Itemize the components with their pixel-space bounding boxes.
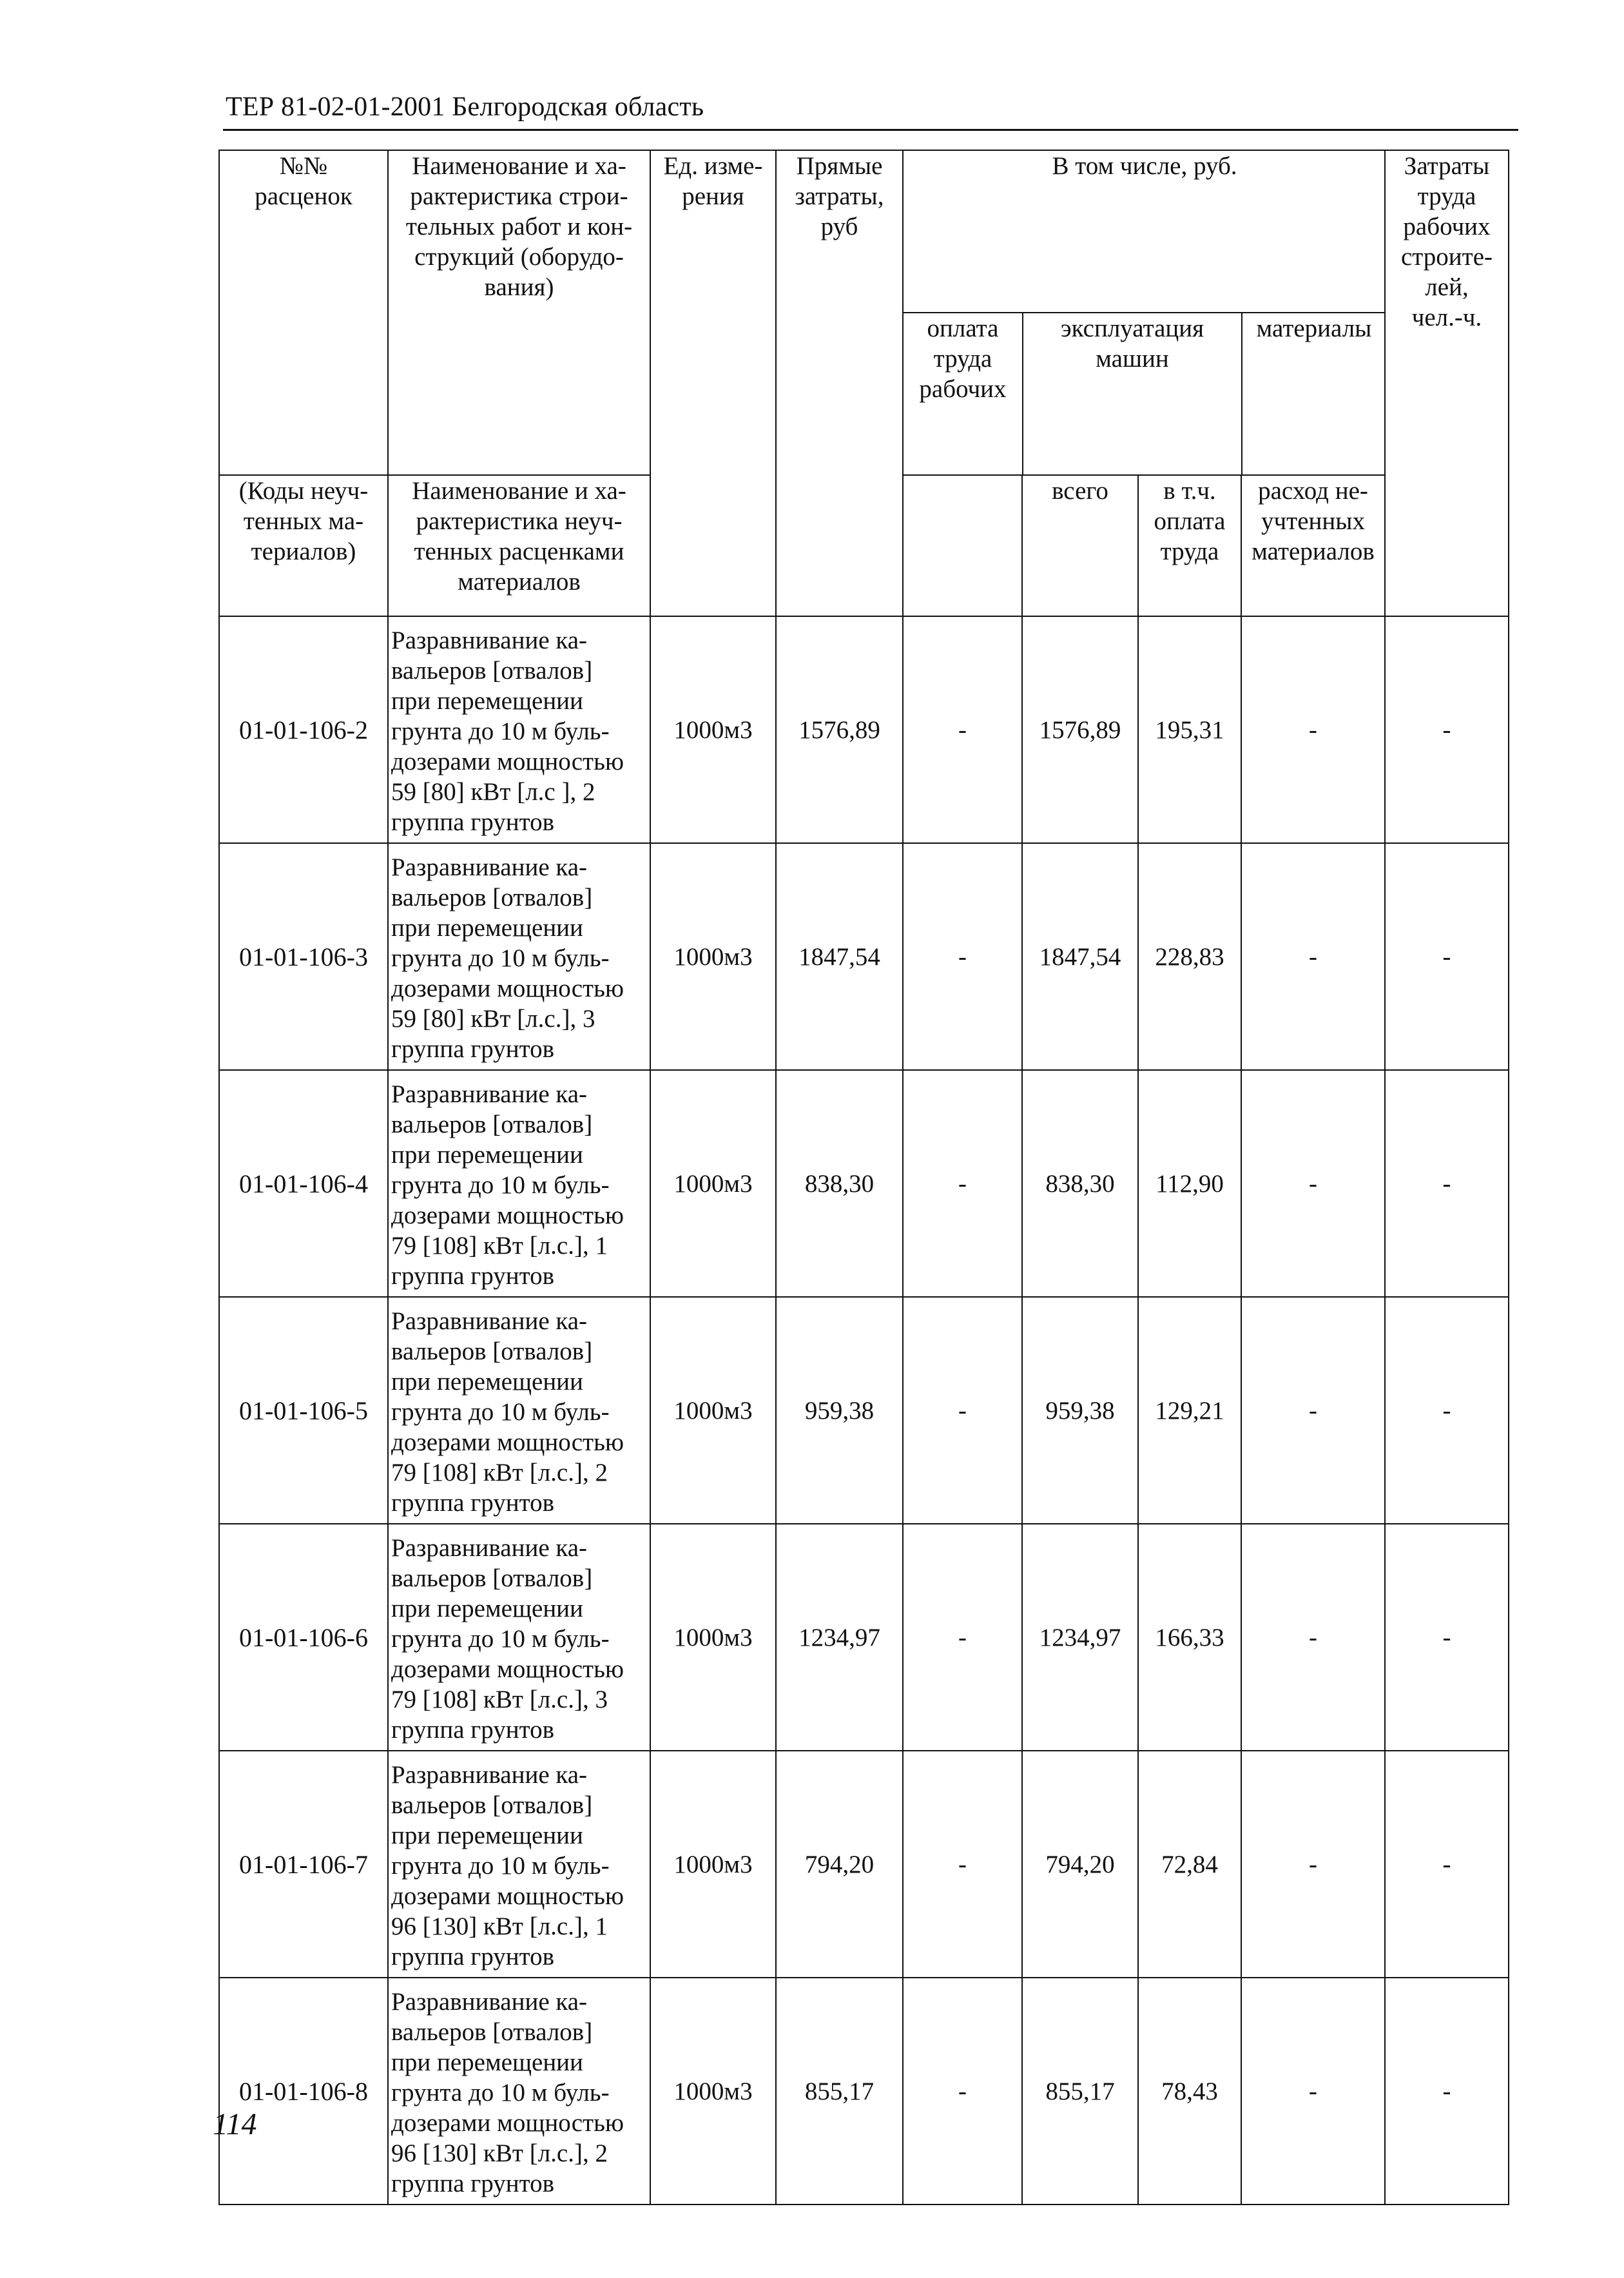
direct-cost-cell: 855,17: [776, 1978, 903, 2205]
table-row: [219, 1751, 1509, 1978]
labor-cell: -: [903, 1524, 1022, 1751]
rate-description: Разравнивание ка- вальеров [отвалов] при перемещении грунта до 10 м буль- дозерами мощностью 59 [80] кВт [л.с ], 2 группа грунтов: [388, 616, 650, 843]
machines-total-cell: 959,38: [1022, 1297, 1138, 1524]
header-unit: Ед. изме- рения: [650, 150, 776, 616]
rate-description: Разравнивание ка- вальеров [отвалов] при перемещении грунта до 10 м буль- дозерами мощностью 96 [130] кВт [л.с.], 1 группа грунтов: [388, 1751, 650, 1978]
machines-labor-cell: 112,90: [1138, 1070, 1241, 1297]
header-name: Наименование и ха- рактеристика строи- тельных работ и кон- струкций (оборудо- вания): [388, 150, 650, 475]
machines-total-cell: 1576,89: [1022, 616, 1138, 843]
labor-cell: -: [903, 1751, 1022, 1978]
rate-description: Разравнивание ка- вальеров [отвалов] при перемещении грунта до 10 м буль- дозерами мощностью 79 [108] кВт [л.с.], 3 группа грунтов: [388, 1524, 650, 1751]
header-rule: [223, 129, 1518, 131]
machines-labor-cell: 78,43: [1138, 1978, 1241, 2205]
header-including-subtable: [904, 151, 1385, 474]
rate-code: 01-01-106-2: [219, 616, 388, 843]
rate-code: 01-01-106-7: [219, 1751, 388, 1978]
materials-cell: -: [1241, 1978, 1385, 2205]
rate-code: 01-01-106-6: [219, 1524, 388, 1751]
table-row: [219, 1070, 1509, 1297]
rate-description: Разравнивание ка- вальеров [отвалов] при перемещении грунта до 10 м буль- дозерами мощностью 96 [130] кВт [л.с.], 2 группа грунтов: [388, 1978, 650, 2205]
header-machines-labor: в т.ч. оплата труда: [1138, 475, 1241, 616]
unit-cell: 1000м3: [650, 1751, 776, 1978]
unit-cell: 1000м3: [650, 843, 776, 1070]
machines-total-cell: 794,20: [1022, 1751, 1138, 1978]
direct-cost-cell: 959,38: [776, 1297, 903, 1524]
work-cost-cell: -: [1385, 1070, 1509, 1297]
header-materials-sub: расход не- учтенных материалов: [1241, 475, 1385, 616]
header-including: В том числе, руб.: [904, 151, 1385, 313]
header-name-sub: Наименование и ха- рактеристика неуч- тенных расценками материалов: [388, 475, 650, 616]
labor-cell: -: [903, 616, 1022, 843]
header-machines: эксплуатация машин: [1023, 313, 1242, 474]
rate-description: Разравнивание ка- вальеров [отвалов] при перемещении грунта до 10 м буль- дозерами мощностью 79 [108] кВт [л.с.], 2 группа грунтов: [388, 1297, 650, 1524]
machines-labor-cell: 195,31: [1138, 616, 1241, 843]
header-including-group: [903, 150, 1385, 475]
materials-cell: -: [1241, 1070, 1385, 1297]
unit-cell: 1000м3: [650, 616, 776, 843]
page-number: 114: [213, 2107, 257, 2141]
header-direct-costs: Прямые затраты, руб: [776, 150, 903, 616]
rate-code: 01-01-106-8: [219, 1978, 388, 2205]
labor-cell: -: [903, 1297, 1022, 1524]
materials-cell: -: [1241, 1751, 1385, 1978]
table-row: [219, 616, 1509, 843]
rate-description: Разравнивание ка- вальеров [отвалов] при перемещении грунта до 10 м буль- дозерами мощностью 59 [80] кВт [л.с.], 3 группа грунтов: [388, 843, 650, 1070]
work-cost-cell: -: [1385, 843, 1509, 1070]
direct-cost-cell: 1847,54: [776, 843, 903, 1070]
table-row: [219, 1978, 1509, 2205]
rate-description: Разравнивание ка- вальеров [отвалов] при перемещении грунта до 10 м буль- дозерами мощностью 79 [108] кВт [л.с.], 1 группа грунтов: [388, 1070, 650, 1297]
machines-total-cell: 855,17: [1022, 1978, 1138, 2205]
direct-cost-cell: 1234,97: [776, 1524, 903, 1751]
header-code: №№ расценок: [219, 150, 388, 475]
machines-labor-cell: 228,83: [1138, 843, 1241, 1070]
header-work-cost: Затраты труда рабочих строите- лей, чел.-ч.: [1385, 150, 1509, 616]
materials-cell: -: [1241, 616, 1385, 843]
header-row-main: [219, 150, 1509, 475]
table-row: [219, 843, 1509, 1070]
labor-cell: -: [903, 843, 1022, 1070]
table-row: [219, 1524, 1509, 1751]
header-materials: материалы: [1256, 315, 1372, 342]
labor-cell: -: [903, 1070, 1022, 1297]
materials-cell: -: [1241, 1297, 1385, 1524]
machines-total-cell: 1847,54: [1022, 843, 1138, 1070]
page-header-title: ТЕР 81-02-01-2001 Белгородская область: [226, 92, 704, 122]
direct-cost-cell: 1576,89: [776, 616, 903, 843]
direct-cost-cell: 838,30: [776, 1070, 903, 1297]
unit-cell: 1000м3: [650, 1978, 776, 2205]
machines-labor-cell: 166,33: [1138, 1524, 1241, 1751]
rate-code: 01-01-106-5: [219, 1297, 388, 1524]
rate-code: 01-01-106-4: [219, 1070, 388, 1297]
materials-cell: -: [1241, 843, 1385, 1070]
table-row: [219, 1297, 1509, 1524]
materials-cell: -: [1241, 1524, 1385, 1751]
rate-code: 01-01-106-3: [219, 843, 388, 1070]
work-cost-cell: -: [1385, 1751, 1509, 1978]
rates-table: [218, 150, 1509, 2205]
header-code-sub: (Коды неуч- тенных ма- териалов): [219, 475, 388, 616]
header-machines-total: всего: [1022, 475, 1138, 616]
machines-total-cell: 1234,97: [1022, 1524, 1138, 1751]
machines-total-cell: 838,30: [1022, 1070, 1138, 1297]
header-labor-empty: [903, 475, 1022, 616]
unit-cell: 1000м3: [650, 1297, 776, 1524]
work-cost-cell: -: [1385, 1978, 1509, 2205]
unit-cell: 1000м3: [650, 1524, 776, 1751]
work-cost-cell: -: [1385, 1524, 1509, 1751]
direct-cost-cell: 794,20: [776, 1751, 903, 1978]
header-labor-pay: оплата труда рабочих: [904, 313, 1023, 474]
machines-labor-cell: 72,84: [1138, 1751, 1241, 1978]
work-cost-cell: -: [1385, 616, 1509, 843]
labor-cell: -: [903, 1978, 1022, 2205]
unit-cell: 1000м3: [650, 1070, 776, 1297]
machines-labor-cell: 129,21: [1138, 1297, 1241, 1524]
work-cost-cell: -: [1385, 1297, 1509, 1524]
